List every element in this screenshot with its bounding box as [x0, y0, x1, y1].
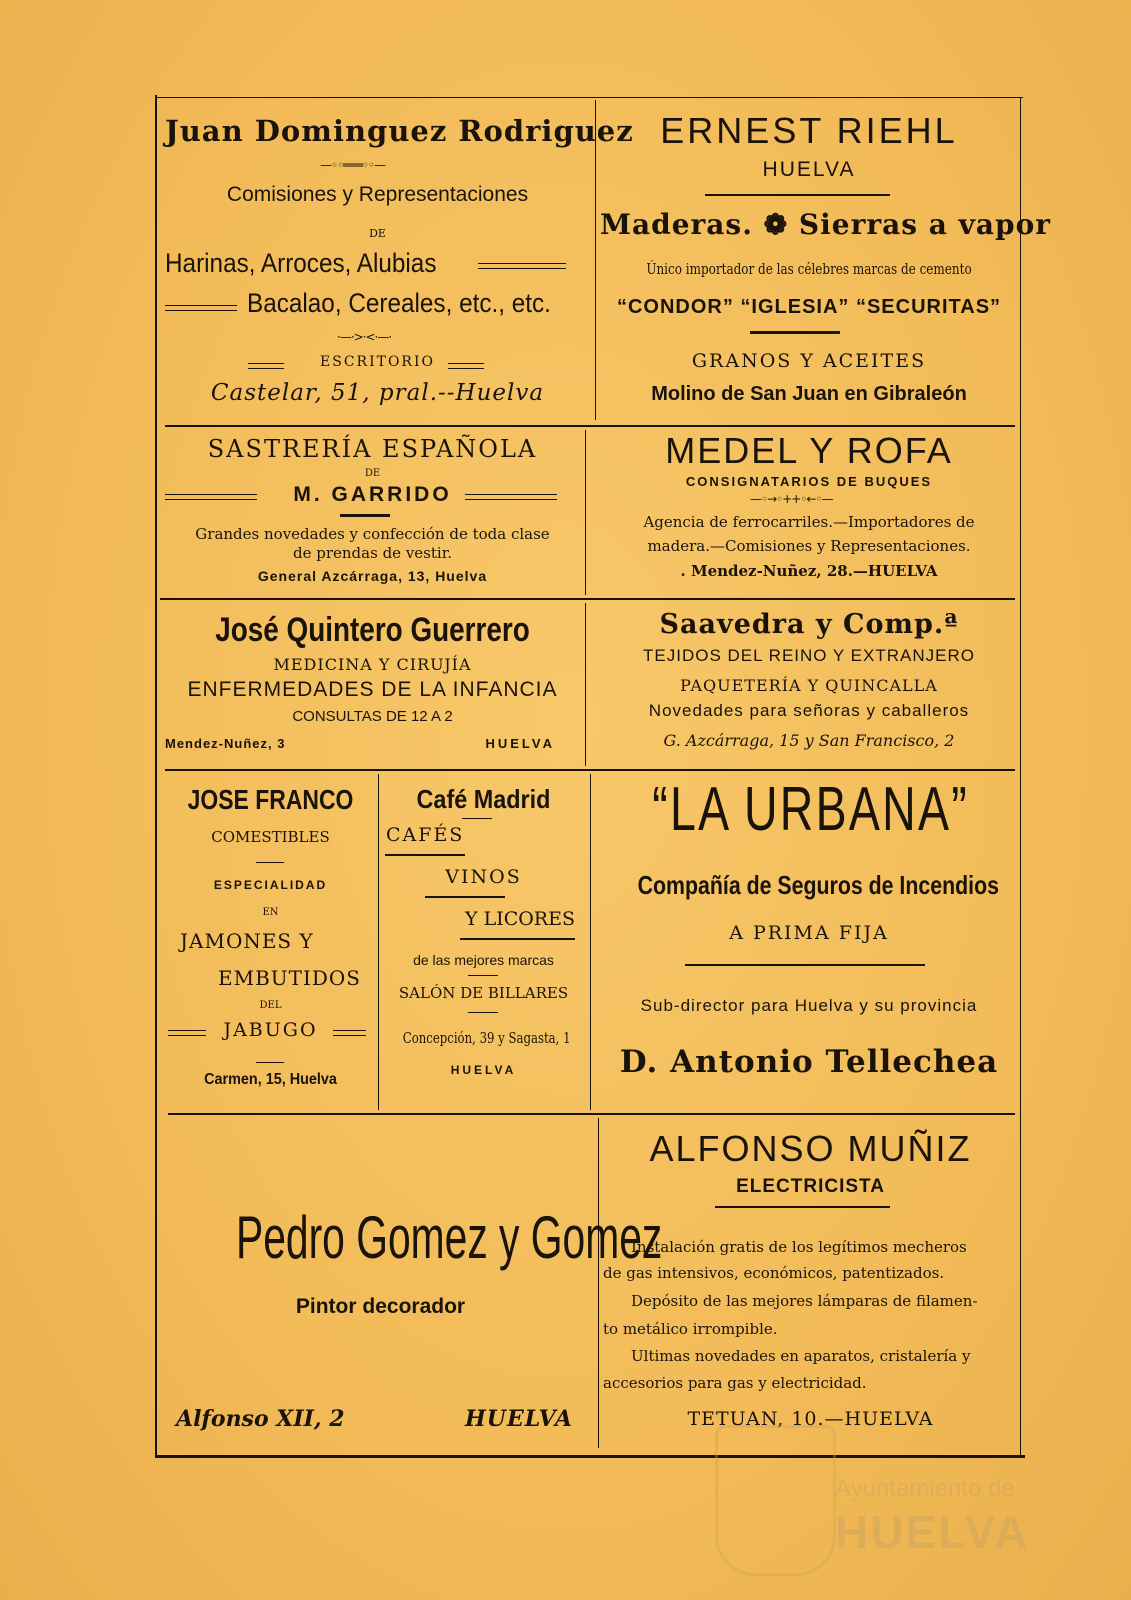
row-divider-4	[168, 1113, 1015, 1115]
ad-quintero-name: José Quintero Guerrero	[215, 611, 530, 649]
ad-urbana-name: “LA URBANA”	[652, 775, 969, 844]
ornament-divider: —◦→◦++◦←◦—	[750, 492, 833, 506]
ad-dominguez-office: ESCRITORIO	[320, 354, 435, 370]
ad-riehl-line3: Molino de San Juan en Gibraleón	[651, 383, 967, 405]
watermark-crest-icon	[715, 1425, 836, 1576]
ad-riehl-line1: Único importador de las célebres marcas de cemento	[646, 260, 972, 278]
row-divider-3	[165, 769, 1015, 771]
double-rule	[465, 494, 557, 500]
ad-riehl	[600, 100, 1052, 420]
ad-sastreria-name: SASTRERÍA ESPAÑOLA	[207, 435, 538, 463]
ad-dominguez-line3: Bacalao, Cereales, etc., etc.	[247, 288, 551, 318]
rule	[256, 1062, 284, 1063]
ad-franco-line4: EMBUTIDOS	[217, 966, 361, 990]
ad-saavedra-line3: Novedades para señoras y caballeros	[648, 701, 970, 720]
ad-cafe-name: Café Madrid	[416, 784, 551, 814]
col-divider-3	[585, 603, 586, 766]
ad-franco-line2: ESPECIALIDAD	[213, 878, 328, 892]
ad-franco-address: Carmen, 15, Huelva	[204, 1071, 337, 1088]
col-divider-1	[595, 100, 596, 420]
ad-cafe-line2: VINOS	[445, 866, 522, 888]
ad-cafe-line1: CAFÉS	[386, 824, 465, 846]
ad-muniz-address: TETUAN, 10.—HUELVA	[687, 1408, 934, 1430]
rule	[460, 938, 575, 940]
ad-quintero-line3: CONSULTAS DE 12 A 2	[292, 708, 453, 725]
ad-medel-line1: Agencia de ferrocarriles.—Importadores de	[643, 513, 975, 531]
ad-quintero-line1: MEDICINA Y CIRUJÍA	[273, 655, 472, 674]
ad-quintero-line2: ENFERMEDADES DE LA INFANCIA	[187, 678, 558, 701]
ad-gomez-name: Pedro Gomez y Gomez	[236, 1204, 663, 1271]
ad-urbana-line1: Compañía de Seguros de Incendios	[637, 870, 999, 900]
ad-muniz-p3a: Ultimas novedades en aparatos, cristalería y	[631, 1347, 971, 1365]
ad-cafe-line3: Y LICORES	[464, 908, 575, 930]
ad-gomez-address: Alfonso XII, 2	[176, 1406, 345, 1432]
rule	[462, 818, 492, 819]
double-rule	[448, 363, 484, 369]
ad-urbana-person: D. Antonio Tellechea	[619, 1044, 999, 1080]
ad-cafe-city: HUELVA	[450, 1063, 517, 1077]
row-divider-2	[160, 598, 1015, 600]
ad-medel	[600, 430, 1018, 595]
rule	[425, 896, 505, 898]
ad-muniz-name: ALFONSO MUÑIZ	[649, 1128, 972, 1169]
ad-riehl-headline: Maderas. ❁ Sierras a vapor	[600, 208, 1052, 241]
col-divider-4b	[590, 774, 591, 1110]
ad-medel-line2: madera.—Comisiones y Representaciones.	[647, 537, 971, 555]
ad-franco-line5: JABUGO	[223, 1019, 318, 1041]
rule	[385, 854, 465, 856]
ad-muniz	[603, 1118, 1018, 1448]
rule	[468, 1012, 498, 1013]
ad-cafe-line5: SALÓN DE BILLARES	[398, 984, 569, 1002]
ad-quintero-address: Mendez-Nuñez, 3	[165, 736, 286, 751]
ad-riehl-line2: GRANOS Y ACEITES	[691, 350, 927, 372]
double-rule	[478, 263, 566, 269]
ornament-divider: —◦◦═══◦◦—	[320, 158, 385, 172]
ad-saavedra-line2: PAQUETERÍA Y QUINCALLA	[680, 676, 938, 695]
col-divider-4a	[378, 774, 379, 1110]
ad-quintero	[165, 603, 580, 766]
ad-urbana-line3: Sub-director para Huelva y su provincia	[640, 996, 978, 1015]
ad-sastreria-de: DE	[364, 468, 381, 479]
watermark-line1: Ayuntamiento de	[835, 1475, 1015, 1502]
ad-muniz-p3b: accesorios para gas y electricidad.	[603, 1374, 867, 1392]
ad-urbana	[600, 774, 1018, 1110]
rule	[340, 514, 390, 517]
col-divider-5	[598, 1118, 599, 1448]
ad-dominguez-line2: Harinas, Arroces, Alubias	[165, 248, 437, 278]
ornament-divider: ·—·>·<·—·	[337, 330, 392, 344]
ad-dominguez-address: Castelar, 51, pral.--Huelva	[210, 380, 545, 406]
ad-cafe	[380, 774, 587, 1110]
frame-right-rule	[1020, 97, 1021, 1455]
rule	[256, 862, 284, 863]
ad-muniz-p1a: Instalación gratis de los legítimos mecheros	[631, 1238, 967, 1256]
ad-muniz-line1: ELECTRICISTA	[736, 1176, 885, 1197]
double-rule	[333, 1030, 366, 1036]
ad-medel-address: . Mendez-Nuñez, 28.—HUELVA	[680, 562, 938, 580]
rule	[685, 964, 925, 966]
ad-gomez	[168, 1118, 663, 1448]
ad-sastreria	[165, 430, 580, 595]
frame-top-rule	[155, 97, 1023, 98]
ad-saavedra-address: G. Azcárraga, 15 y San Francisco, 2	[663, 731, 955, 750]
ad-riehl-brands: “CONDOR” “IGLESIA” “SECURITAS”	[616, 296, 1002, 318]
ad-franco-en: EN	[262, 907, 279, 918]
ad-dominguez	[165, 100, 634, 420]
ad-franco	[168, 774, 373, 1110]
ad-sastreria-line1: Grandes novedades y confección de toda clase	[195, 525, 550, 543]
row-divider-1	[165, 425, 1015, 427]
rule	[750, 331, 840, 334]
ad-saavedra	[600, 603, 1018, 766]
ad-riehl-city: HUELVA	[762, 158, 856, 181]
ad-muniz-p1b: de gas intensivos, económicos, patentizados.	[603, 1264, 945, 1282]
ad-muniz-p2a: Depósito de las mejores lámparas de filamen-	[631, 1292, 978, 1310]
rule	[705, 194, 890, 196]
ad-gomez-city: HUELVA	[464, 1406, 573, 1432]
ad-dominguez-de: DE	[369, 227, 386, 240]
ad-sastreria-line2: de prendas de vestir.	[293, 544, 452, 562]
ad-medel-subtitle: CONSIGNATARIOS DE BUQUES	[685, 474, 933, 489]
ad-franco-del: DEL	[259, 1000, 282, 1011]
watermark-line2: HUELVA	[835, 1506, 1030, 1558]
ad-franco-line3: JAMONES Y	[180, 929, 314, 953]
ad-medel-name: MEDEL Y ROFA	[665, 430, 953, 471]
ad-urbana-line2: A PRIMA FIJA	[729, 922, 889, 944]
ad-gomez-line1: Pintor decorador	[295, 1295, 466, 1318]
ad-sastreria-address: General Azcárraga, 13, Huelva	[257, 568, 488, 584]
ad-sastreria-owner: M. GARRIDO	[293, 483, 452, 506]
ad-cafe-address: Concepción, 39 y Sagasta, 1	[402, 1029, 571, 1047]
col-divider-2	[585, 430, 586, 595]
ad-quintero-city: HUELVA	[485, 736, 555, 751]
ad-dominguez-line1: Comisiones y Representaciones	[226, 183, 529, 206]
rule	[715, 1206, 890, 1208]
ad-dominguez-name: Juan Dominguez Rodriguez	[165, 114, 634, 148]
ad-saavedra-name: Saavedra y Comp.ª	[659, 609, 959, 640]
ad-franco-line1: COMESTIBLES	[211, 828, 330, 846]
double-rule	[165, 305, 237, 311]
rule	[468, 975, 498, 976]
ad-cafe-line4: de las mejores marcas	[413, 952, 554, 968]
ad-saavedra-line1: TEJIDOS DEL REINO Y EXTRANJERO	[643, 646, 975, 665]
ad-muniz-p2b: to metálico irrompible.	[603, 1320, 778, 1338]
ad-riehl-name: ERNEST RIEHL	[660, 110, 958, 151]
ad-franco-name: JOSE FRANCO	[187, 784, 354, 815]
